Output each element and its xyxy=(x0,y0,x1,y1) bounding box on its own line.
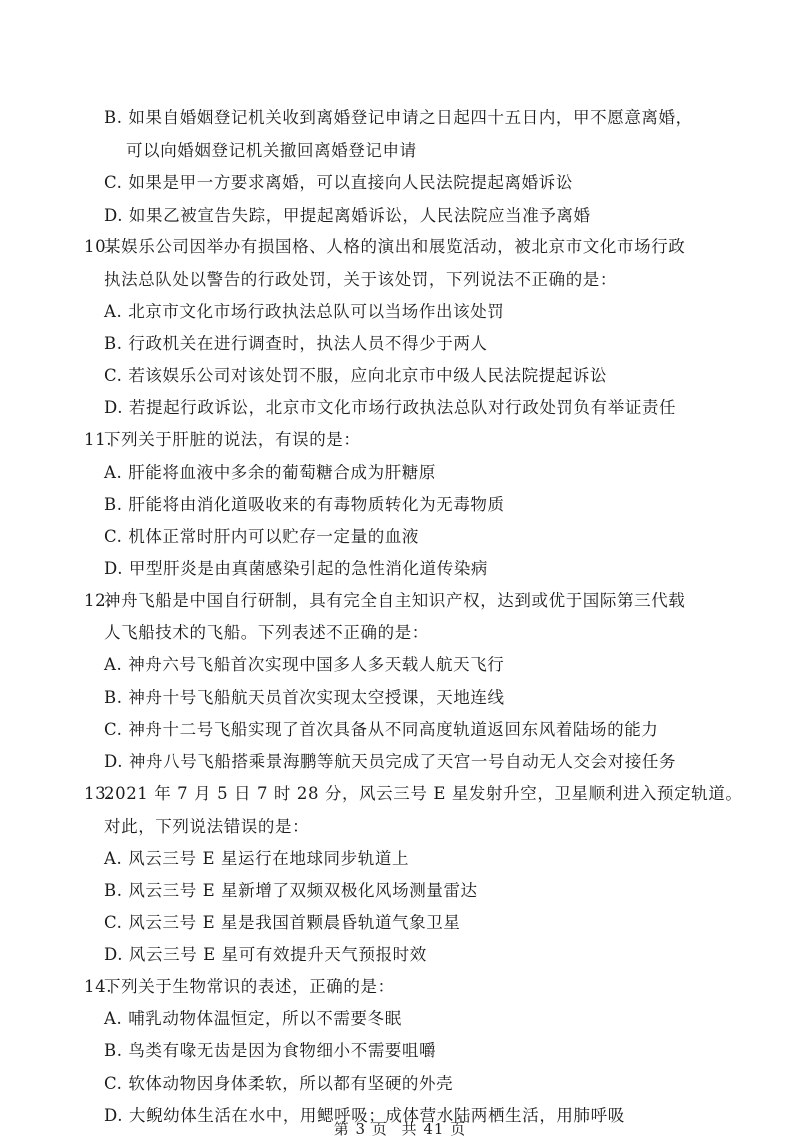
q13-stem-line1: 2021 年 7 月 5 日 7 时 28 分，风云三号 E 星发射升空，卫星顺利进入预定轨道。 xyxy=(104,784,743,803)
q11-option-c: C. 机体正常时肝内可以贮存一定量的血液 xyxy=(104,527,420,546)
q9-option-d: D. 如果乙被宣告失踪，甲提起离婚诉讼，人民法院应当准予离婚 xyxy=(104,206,591,225)
q9-option-b: B. 如果自婚姻登记机关收到离婚登记申请之日起四十五日内，甲不愿意离婚， xyxy=(104,108,693,127)
q11-stem-text: 下列关于肝脏的说法，有误的是： xyxy=(104,430,361,449)
q12-stem-line2: 人飞船技术的飞船。下列表述不正确的是： xyxy=(104,623,429,642)
q12-option-d: D. 神舟八号飞船搭乘景海鹏等航天员完成了天宫一号自动无人交会对接任务 xyxy=(104,752,677,771)
page-number: 第 3 页 xyxy=(333,1120,388,1138)
q9-option-b-cont: 可以向婚姻登记机关撤回离婚登记申请 xyxy=(126,141,417,160)
q13-option-a: A. 风云三号 E 星运行在地球同步轨道上 xyxy=(104,849,410,868)
q14-option-c: C. 软体动物因身体柔软，所以都有坚硬的外壳 xyxy=(104,1074,454,1093)
q11-number: 11. xyxy=(84,430,113,449)
q9-option-c: C. 如果是甲一方要求离婚，可以直接向人民法院提起离婚诉讼 xyxy=(104,173,573,192)
q11-option-b: B. 肝能将由消化道吸收来的有毒物质转化为无毒物质 xyxy=(104,495,505,514)
page-total: 共 41 页 xyxy=(401,1120,467,1138)
q10-option-c: C. 若该娱乐公司对该处罚不服，应向北京市中级人民法院提起诉讼 xyxy=(104,366,608,385)
q12-option-c: C. 神舟十二号飞船实现了首次具备从不同高度轨道返回东风着陆场的能力 xyxy=(104,720,659,739)
q13-number: 13. xyxy=(84,784,113,803)
q10-stem-line2: 执法总队处以警告的行政处罚，关于该处罚，下列说法不正确的是： xyxy=(104,270,617,289)
q13-option-d: D. 风云三号 E 星可有效提升天气预报时效 xyxy=(104,945,427,964)
q14-option-a: A. 哺乳动物体温恒定，所以不需要冬眠 xyxy=(104,1009,402,1028)
q14-option-b: B. 鸟类有喙无齿是因为食物细小不需要咀嚼 xyxy=(104,1041,437,1060)
q12-number: 12. xyxy=(84,591,113,610)
q13-option-c: C. 风云三号 E 星是我国首颗晨昏轨道气象卫星 xyxy=(104,913,461,932)
q13-option-b: B. 风云三号 E 星新增了双频双极化风场测量雷达 xyxy=(104,881,478,900)
q14-stem-text: 下列关于生物常识的表述，正确的是： xyxy=(104,977,395,996)
q10-option-d: D. 若提起行政诉讼，北京市文化市场行政执法总队对行政处罚负有举证责任 xyxy=(104,398,677,417)
q10-stem-line1: 某娱乐公司因举办有损国格、人格的演出和展览活动，被北京市文化市场行政 xyxy=(104,237,686,256)
q13-stem-line2: 对此，下列说法错误的是： xyxy=(104,817,310,836)
page-footer xyxy=(0,1118,800,1139)
q12-stem-line1: 神舟飞船是中国自行研制，具有完全自主知识产权，达到或优于国际第三代载 xyxy=(104,591,686,610)
q11-option-d: D. 甲型肝炎是由真菌感染引起的急性消化道传染病 xyxy=(104,559,489,578)
q10-number: 10. xyxy=(84,237,113,256)
q14-number: 14. xyxy=(84,977,113,996)
q14-option-d: D. 大鲵幼体生活在水中，用鳃呼吸；成体营水陆两栖生活，用肺呼吸 xyxy=(104,1106,625,1125)
q11-option-a: A. 肝能将血液中多余的葡萄糖合成为肝糖原 xyxy=(104,463,437,482)
q10-option-a: A. 北京市文化市场行政执法总队可以当场作出该处罚 xyxy=(104,302,505,321)
q12-option-a: A. 神舟六号飞船首次实现中国多人多天载人航天飞行 xyxy=(104,655,505,674)
q12-option-b: B. 神舟十号飞船航天员首次实现太空授课，天地连线 xyxy=(104,688,505,707)
q10-option-b: B. 行政机关在进行调查时，执法人员不得少于两人 xyxy=(104,334,488,353)
